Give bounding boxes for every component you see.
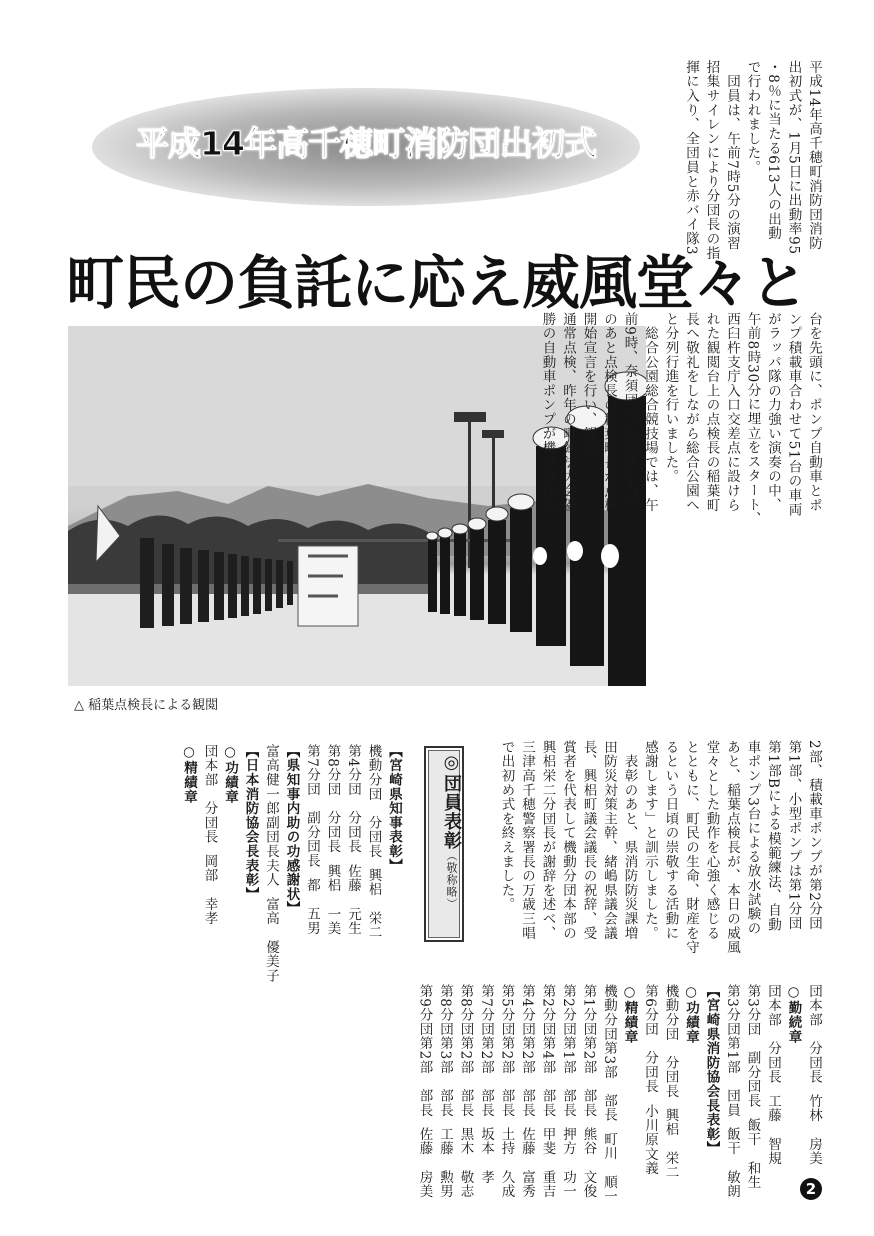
photo-caption: △ 稲葉点検長による観閲 [74, 698, 219, 713]
award-entry-role: 第8分団 分団長 [324, 744, 341, 854]
article-line: 2部、積載車ポンプが第2分団 [806, 740, 822, 931]
award-entry-role: 第5分団第2部 部長 [498, 984, 515, 1118]
award-entry-name: 工藤 勲男 [437, 1127, 453, 1199]
award-entry-role: 第8分団第3部 部長 [437, 984, 453, 1118]
article-line: 三津高千穂警察署長の万歳三唱 [519, 740, 535, 941]
award-entry-role: 第2分団第4部 部長 [539, 984, 556, 1118]
award-entry-name: 土持 久成 [498, 1127, 515, 1199]
award-entry-role: 機動分団 分団長 [365, 744, 382, 859]
article-top-column [681, 60, 825, 296]
award-entry [455, 984, 476, 1199]
award-entry [261, 744, 282, 983]
award-entry [558, 984, 579, 1199]
article-line: 招集サイレンにより分団長の指 [703, 60, 720, 261]
award-entry [660, 984, 681, 1180]
headline: 町民の負託に応え威風堂々と [66, 249, 808, 317]
award-entry [343, 744, 364, 956]
article-line: 車ポンプ3台による放水試験の [744, 740, 761, 936]
article-middle-column [537, 312, 824, 692]
award-entry-name: 甲斐 重吉 [539, 1127, 556, 1199]
article-line: 長へ敬礼をしながら総合公園へ [683, 312, 699, 513]
award-entry-role: 第4分団第2部 部長 [519, 984, 535, 1118]
award-category-heading: 【宮崎県知事表彰】 [386, 744, 402, 873]
article-lower-right-column [496, 740, 824, 962]
article-line: と分列行進を行いました。 [662, 312, 679, 484]
page-number: 2 [800, 1178, 822, 1200]
article-line: 開始宣言を行い、観閲、 [580, 312, 597, 470]
award-entry [496, 984, 517, 1199]
award-entry-name: 佐藤 元生 [345, 863, 361, 935]
award-category-heading: ○功績章 [222, 744, 238, 804]
article-line: 平成14年高千穂町消防団消防 [806, 60, 822, 251]
article-line: 第1部、小型ポンプは第1分団 [785, 740, 802, 931]
award-entry-role: 団本部 分団長 [765, 984, 781, 1085]
award-heading [424, 752, 464, 910]
article-line: 総合公園総合競技場では、午 [642, 312, 658, 513]
article-line: 勝の自動車ポンプが機動分団第 [539, 312, 556, 513]
award-entry-name: 飯干 和生 [744, 1117, 761, 1190]
award-entry-name: 工藤 智規 [765, 1094, 781, 1166]
award-entry-name: 黒木 敬志 [457, 1127, 474, 1199]
banner-title: 平成14年高千穂町消防団出初式 [136, 124, 596, 163]
award-entry [414, 984, 435, 1199]
award-entry [578, 984, 599, 1199]
award-list-right [414, 984, 824, 1204]
award-entry [722, 984, 743, 1199]
article-line: 感謝します」と訓示しました。 [642, 740, 658, 941]
award-category-heading: ○勤続章 [785, 984, 802, 1044]
article-line: がラッパ隊の力強い演奏の中、 [765, 312, 781, 513]
award-entry [599, 984, 620, 1204]
award-category-heading: ○精績章 [621, 984, 638, 1044]
article-line: 揮に入り、全団員と赤バイ隊3 [683, 60, 699, 256]
award-entry-role: 団本部 分団長 [201, 744, 218, 845]
article-line: 賞者を代表して機動分団本部の [560, 740, 576, 941]
award-entry-role: 第8分団第2部 部長 [457, 984, 474, 1118]
article-line: 堂々とした動作を心強く感じる [703, 740, 720, 941]
award-entry-name: 佐藤 富秀 [519, 1127, 535, 1199]
award-entry-role: 第3分団第1部 団員 [724, 984, 740, 1118]
award-category-heading: ○精績章 [181, 744, 197, 804]
award-entry-name: 興梠 一美 [324, 863, 341, 935]
award-entry-role: 富高健一郎副団長夫人 [263, 744, 279, 887]
article-line: 午前8時30分に埋立をスタート、 [744, 312, 761, 527]
award-heading-title: ◎団員表彰 [441, 752, 462, 850]
award-entry-role: 第7分団第2部 部長 [478, 984, 494, 1118]
award-entry-role: 第3分団 副分団長 [744, 984, 761, 1108]
award-category-heading: 【日本消防協会長表彰】 [242, 744, 259, 902]
award-entry-role: 第2分団第1部 部長 [560, 984, 576, 1118]
award-entry-role: 第4分団 分団長 [345, 744, 361, 854]
award-entry-role: 第1分団第2部 部長 [580, 984, 597, 1118]
article-line: 台を先頭に、ポンプ自動車とポ [806, 312, 822, 513]
award-entry-role: 第6分団 分団長 [642, 984, 658, 1094]
award-entry [302, 744, 323, 956]
article-line: とともに、町民の生命、財産を守 [683, 740, 699, 955]
award-entry [804, 984, 825, 1166]
award-entry-name: 熊谷 文俊 [580, 1127, 597, 1199]
award-entry-name: 押方 功一 [560, 1127, 576, 1199]
article-line: 第1部Bによる模範練法、自動 [765, 740, 781, 932]
award-entry-role: 団本部 分団長 [806, 984, 822, 1085]
article-line: ンプ積載車合わせて51台の車両 [785, 312, 802, 517]
award-entry-name: 富高 優美子 [263, 897, 279, 983]
award-entry-name: 飯干 敏朗 [724, 1127, 740, 1199]
award-entry-role: 第7分団 副分団長 [304, 744, 320, 868]
award-heading-note: （敬称略） [445, 850, 458, 910]
award-entry-name: 都 五男 [304, 877, 320, 935]
award-entry-name: 興梠 栄二 [662, 1108, 679, 1180]
article-line: のあと点検長の稲葉町長が点検 [601, 312, 617, 513]
award-entry [322, 744, 343, 956]
award-entry-name: 佐藤 房美 [416, 1127, 433, 1199]
award-entry-name: 興梠 栄二 [365, 868, 382, 940]
award-entry [363, 744, 384, 956]
award-entry-name: 竹林 房美 [806, 1094, 822, 1166]
award-entry [199, 744, 220, 956]
award-list-left [179, 744, 405, 983]
award-entry [476, 984, 497, 1185]
award-entry-name: 町川 順一 [601, 1132, 617, 1204]
article-line: 出初式が、1月5日に出動率95 [785, 60, 802, 255]
award-entry-name: 小川原文義 [642, 1103, 658, 1175]
article-line: 表彰のあと、県消防防災課増 [621, 740, 638, 941]
article-line: で出初め式を終えました。 [498, 740, 515, 912]
award-entry-role: 機動分団第3部 部長 [601, 984, 617, 1123]
article-line: 興梠栄二分団長が謝辞を述べ、 [539, 740, 556, 941]
article-line: ・8％に当たる613人の出動 [765, 60, 781, 241]
award-entry [517, 984, 538, 1199]
award-entry [537, 984, 558, 1199]
award-entry [763, 984, 784, 1166]
award-entry-name: 坂本 孝 [478, 1127, 494, 1185]
article-line: 西臼杵支庁入口交差点に設けら [724, 312, 740, 513]
article-line: 通常点検、昨年の町繰法大会優 [560, 312, 576, 513]
award-category-heading: 【宮崎県消防協会長表彰】 [703, 984, 720, 1156]
article-line: れた観閲台上の点検長の稲葉町 [703, 312, 720, 513]
award-category-heading: 【県知事内助の功感謝状】 [283, 744, 300, 916]
article-line: 前9時、奈須団長と団旗の入場 [621, 312, 638, 508]
award-entry-name: 岡部 幸孝 [201, 854, 218, 926]
award-entry [742, 984, 763, 1190]
article-line: あと、稲葉点検長が、本日の威風 [724, 740, 740, 955]
article-line: 田防災対策主幹、緒嶋県議会議 [601, 740, 617, 941]
award-entry-role: 機動分団 分団長 [662, 984, 679, 1099]
award-entry-role: 第9分団第2部 部長 [416, 984, 433, 1118]
award-entry [640, 984, 661, 1175]
article-line: 団員は、午前7時5分の演習 [724, 60, 740, 251]
article-line: 長、興梠町議会議長の祝辞、受 [580, 740, 597, 941]
award-entry [435, 984, 456, 1199]
article-line: るという日頃の崇敬する活動に [662, 740, 679, 941]
article-line: で行われました。 [744, 60, 761, 175]
award-category-heading: ○功績章 [683, 984, 699, 1044]
